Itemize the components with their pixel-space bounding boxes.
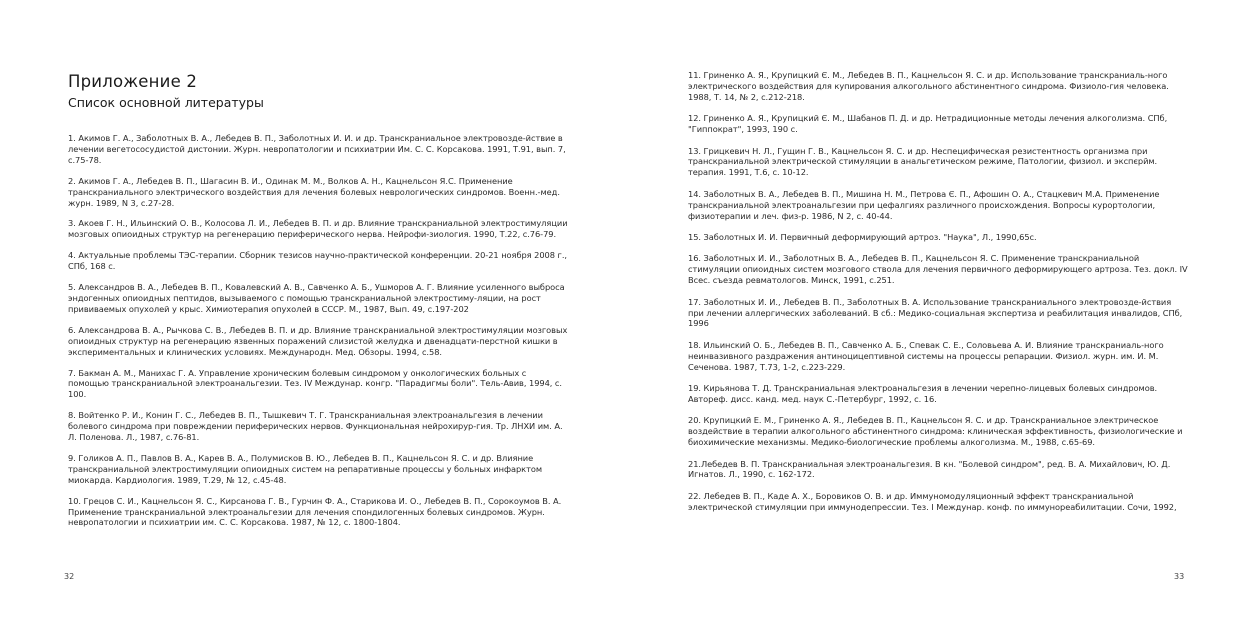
left-page-content (68, 72, 568, 538)
reference-item: 12. Гриненко А. Я., Крупицкий Є. М., Шабанов П. Д. и др. Нетрадиционные методы лечения алкоголизма. СПб, "Гиппократ", 1993, 190 с. (688, 113, 1168, 135)
reference-item: 20. Крупицкий Е. М., Гриненко А. Я., Лебедев В. П., Кацнельсон Я. С. и др. Транскраниальное электрическое воздействие в терапии алкогольного абстинентного синдрома: клиническая эффективность, физиологические и биохимические механизмы. Медико-биологические проблемы алкоголизма. М., 1988, с.65-69. (688, 415, 1183, 448)
reference-item: 8. Войтенко Р. И., Конин Г. С., Лебедев В. П., Тышкевич Т. Г. Транскраниальная электроанальгезия в лечении болевого синдрома при повреждении периферических нервов. Функциональная нейрохирур-гия. Тр. ЛНХИ им. А. Л. Поленова. Л., 1987, с.76-81. (68, 410, 563, 443)
reference-item: 18. Ильинский О. Б., Лебедев В. П., Савченко А. Б., Спевак С. Е., Соловьева А. И. Влияние транскраниаль-ного неинвазивного раздражения антиноцицептивной системы на процессы репарации. Физиол. журн. им. И. М. Сеченова. 1987, Т.73, 1-2, с.223-229. (688, 339, 1164, 372)
page-number: 33 (1174, 572, 1185, 581)
reference-item: 22. Лебедев В. П., Каде А. Х., Боровиков О. В. и др. Иммуномодуляционный эффект транскраниальной электрической стимуляции при иммунодепрессии. Тез. I Междунар. конф. по иммунореабилитации. Сочи, 1992, (688, 490, 1177, 512)
reference-item: 16. Заболотных И. И., Заболотных В. А., Лебедев В. П., Кацнельсон Я. С. Применение транскраниальной стимуляции опиоидных систем мозгового ствола для лечения первичного деформирующего артроза. Тез. докл. IV Всес. съезда ревматологов. Минск, 1991, с.251. (688, 253, 1188, 286)
reference-item: 6. Александрова В. А., Рычкова С. В., Лебедев В. П. и др. Влияние транскраниальной электростимуляции мозговых опиоидных структур на регенерацию язвенных поражений слизистой желудка и двенадцати-перстной кишки в экспериментальных и клинических условиях. Международн. Мед. Обзоры. 1994, с.58. (68, 324, 568, 357)
reference-item: 21.Лебедев В. П. Транскраниальная электроанальгезия. В кн. "Болевой синдром", ред. В. А. Михайлович, Ю. Д. Игнатов. Л., 1990, с. 162-172. (688, 458, 1171, 480)
reference-item: 7. Бакман А. М., Манихас Г. А. Управление хроническим болевым синдромом у онкологических больных с помощью транскраниальной электроанальгезии. Тез. IV Междунар. конгр. "Парадигмы боли". Тель-Авив, 1994, с. 100. (68, 367, 562, 400)
reference-item: 10. Грецов С. И., Кацнельсон Я. С., Кирсанова Г. В., Гурчин Ф. А., Старикова И. О., Лебедев В. П., Сорокоумов В. А. Применение транскраниальной электроанальгезии для лечения спондилогенных болевых синдромов. Журн. невропатологии и психиатрии им. С. С. Корсакова. 1987, № 12, с. 1800-1804. (68, 495, 562, 528)
reference-item: 5. Александров В. А., Лебедев В. П., Ковалевский А. В., Савченко А. Б., Ушморов А. Г. Влияние усиленного выброса эндогенных опиоидных пептидов, вызываемого с помощью транскраниальной электростиму-ляции, на рост прививаемых опухолей у крыс. Химиотерапия опухолей в СССР. М., 1987, Вып. 49, с.197-202 (68, 282, 565, 314)
right-page-content (688, 70, 1188, 523)
reference-item: 4. Актуальные проблемы ТЭС-терапии. Сборник тезисов научно-практической конференции. 20-21 ноября 2008 г., СПб, 168 с. (68, 250, 567, 272)
reference-list (68, 133, 568, 528)
bibliography-subtitle: Список основной литературы (68, 95, 264, 110)
reference-item: 9. Голиков А. П., Павлов В. А., Карев В. А., Полумисков В. Ю., Лебедев В. П., Кацнельсон Я. С. и др. Влияние транскраниальной электростимуляции опиоидных систем на репаративные процессы у больных инфарктом миокарда. Кардиология. 1989, Т.29, № 12, с.45-48. (68, 452, 543, 485)
reference-item: 14. Заболотных В. А., Лебедев В. П., Мишина Н. М., Петрова Є. П., Афошин О. А., Стацкевич М.А. Применение транскраниальной электроанальгезии при цефалгиях различного происхождения. Вопросы курортологии, физиотерапии и леч. физ-р. 1986, N 2, с. 40-44. (688, 188, 1160, 221)
reference-list (688, 70, 1188, 513)
reference-item: 3. Акоев Г. Н., Ильинский О. В., Колосова Л. И., Лебедев В. П. и др. Влияние транскраниальной электростимуляции мозговых опиоидных структур на регенерацию периферического нерва. Нейрофи-зиология. 1990, Т.22, с.76-79. (68, 218, 568, 240)
reference-item: 17. Заболотных И. И., Лебедев В. П., Заболотных В. А. Использование транскраниального электровозде-йствия при лечении аллергических заболеваний. В сб.: Медико-социальная экспертиза и реабилитация инвалидов, СПб, 1996 (688, 296, 1183, 329)
reference-item: 2. Акимов Г. А., Лебедев В. П., Шагасин В. И., Одинак М. М., Волков А. Н., Кацнельсон Я.С. Применение транскраниального электрического воздействия для лечения болевых неврологических синдромов. Военн.-мед. журн. 1989, N 3, с.27-28. (68, 175, 560, 208)
reference-item: 1. Акимов Г. А., Заболотных В. А., Лебедев В. П., Заболотных И. И. и др. Транскраниальное электровозде-йствие в лечении вегетососудистой дистонии. Журн. невропатологии и психиатрии Им. С. С. Корсакова. 1991, Т.91, вып. 7, с.75-78. (68, 133, 566, 165)
right-page (624, 0, 1248, 624)
reference-item: 13. Грицкевич Н. Л., Гущин Г. В., Кацнельсон Я. С. и др. Неспецифическая резистентность организма при транскраниальной электрической стимуляции в анальгетическом режиме, Патологии, физиол. и экспєрйм. терапия. 1991, Т.6, с. 10-12. (688, 145, 1158, 178)
appendix-title: Приложение 2 (68, 72, 198, 91)
reference-item: 19. Кирьянова Т. Д. Транскраниальная электроанальгезия в лечении черепно-лицевых болевых синдромов. Автореф. дисс. канд. мед. наук С.-Петербург, 1992, с. 16. (688, 383, 1158, 404)
page-number: 32 (64, 572, 75, 581)
reference-item: 15. Заболотных И. И. Первичный деформирующий артроз. "Наука", Л., 1990,65с. (688, 231, 1037, 242)
reference-item: 11. Гриненко А. Я., Крупицкий Є. М., Лебедев В. П., Кацнельсон Я. С. и др. Использование транскраниаль-ного электрического воздействия для купирования алкогольного абстинентного синдрома. Физиоло-гия человека. 1988, Т. 14, № 2, с.212-218. (688, 70, 1169, 102)
